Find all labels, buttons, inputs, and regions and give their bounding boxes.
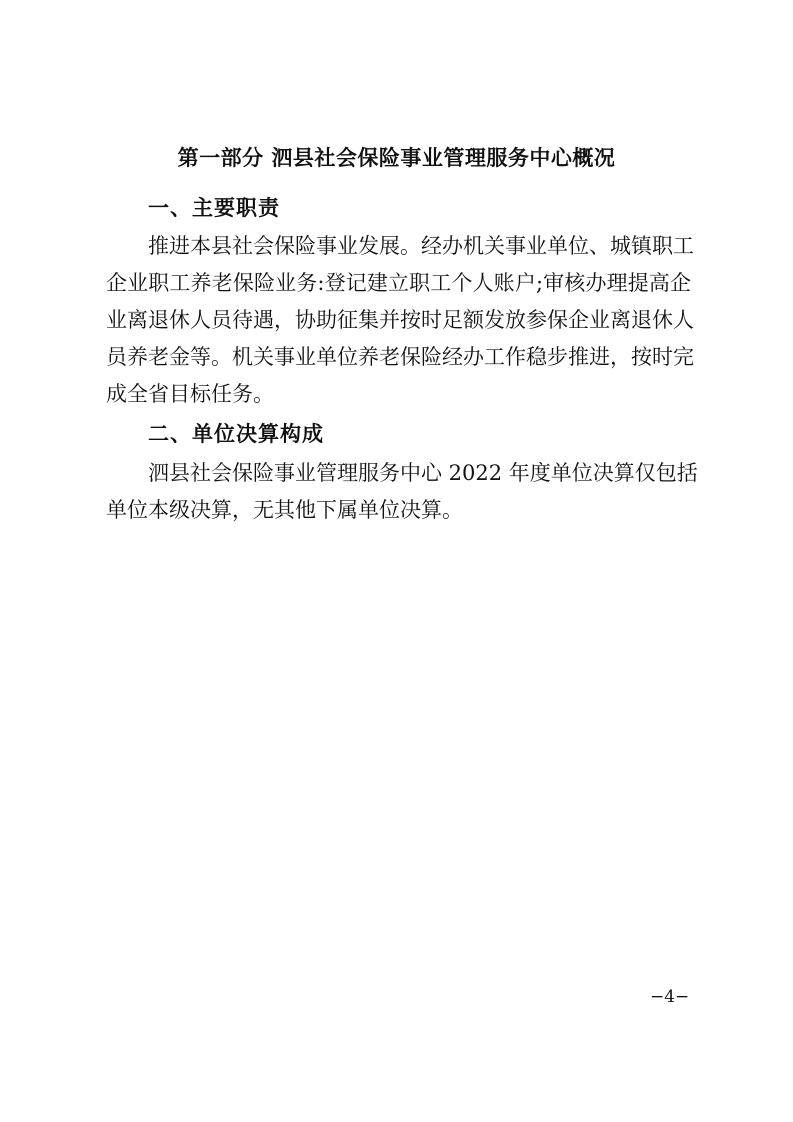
- paragraph-line: 单位本级决算，无其他下属单位决算。: [106, 498, 463, 522]
- paragraph-line: 泗县社会保险事业管理服务中心 2022 年度单位决算仅包括: [148, 461, 698, 485]
- section-heading-main-duties: 一、主要职责: [148, 196, 280, 220]
- section-heading-unit-composition: 二、单位决算构成: [148, 422, 324, 446]
- page-title: 第一部分 泗县社会保险事业管理服务中心概况: [177, 146, 616, 170]
- paragraph-line: 业离退休人员待遇，协助征集并按时足额发放参保企业离退休人: [106, 308, 694, 332]
- paragraph-line: 员养老金等。机关事业单位养老保险经办工作稳步推进，按时完: [106, 345, 694, 369]
- paragraph-line: 成全省目标任务。: [106, 382, 274, 406]
- paragraph-line: 推进本县社会保险事业发展。经办机关事业单位、城镇职工: [148, 234, 694, 258]
- page-number: −4−: [650, 987, 690, 1007]
- paragraph-line: 企业职工养老保险业务:登记建立职工个人账户;审核办理提高企: [106, 271, 691, 295]
